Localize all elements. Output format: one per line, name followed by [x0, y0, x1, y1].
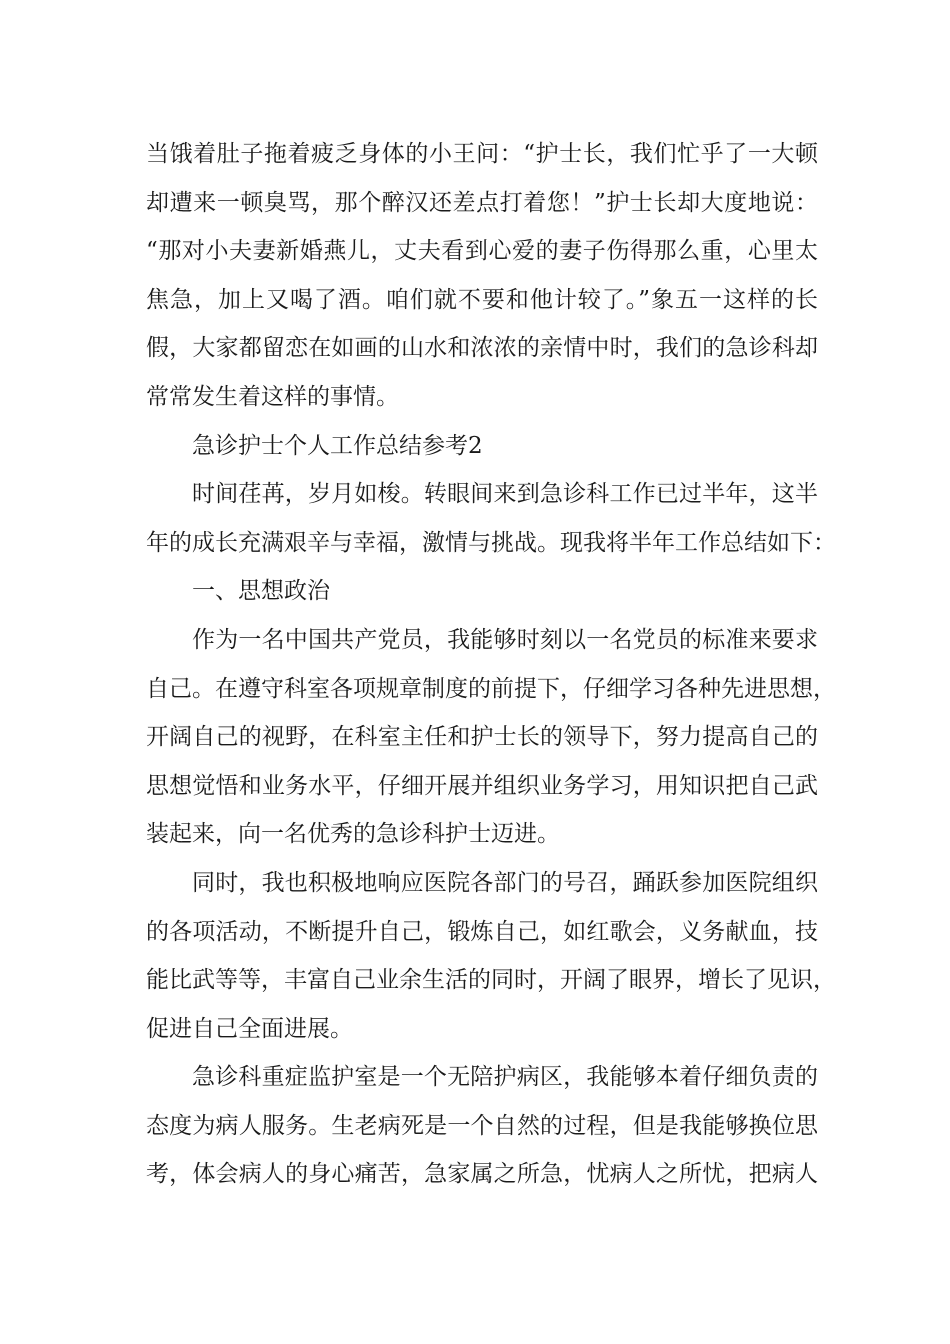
text-line: 时间荏苒，岁月如梭。转眼间来到急诊科工作已过半年，这半: [192, 481, 818, 508]
text-line: 一、思想政治: [192, 578, 330, 605]
text-line: 装起来，向一名优秀的急诊科护士迈进。: [146, 821, 560, 848]
paragraph: [146, 616, 836, 859]
text-line: 态度为病人服务。生老病死是一个自然的过程，但是我能够换位思: [146, 1112, 818, 1139]
paragraph: [146, 422, 818, 471]
text-line: 能比武等等，丰富自己业余生活的同时，开阔了眼界，增长了见识，: [146, 967, 836, 994]
text-line: 促进自己全面进展。: [146, 1015, 353, 1042]
paragraph: [146, 1053, 818, 1199]
text-line: 自己。在遵守科室各项规章制度的前提下，仔细学习各种先进思想，: [146, 675, 836, 702]
text-line: “那对小夫妻新婚燕儿，丈夫看到心爱的妻子伤得那么重，心里太: [146, 238, 818, 265]
document-body: [146, 130, 836, 1199]
text-line: 当饿着肚子拖着疲乏身体的小王问：“护士长，我们忙乎了一大顿: [146, 141, 818, 167]
text-line: 同时，我也积极地响应医院各部门的号召，踊跃参加医院组织: [192, 869, 818, 896]
paragraph: [146, 130, 818, 422]
text-line: 年的成长充满艰辛与幸福，激情与挑战。现我将半年工作总结如下：: [146, 529, 836, 556]
text-line: 焦急，加上又喝了酒。咱们就不要和他计较了。”象五一这样的长: [146, 286, 818, 313]
paragraph: [146, 567, 818, 616]
text-line: 常常发生着这样的事情。: [146, 383, 399, 410]
text-line: 却遭来一顿臭骂，那个醉汉还差点打着您！”护士长却大度地说：: [146, 189, 818, 216]
text-line: 作为一名中国共产党员，我能够时刻以一名党员的标准来要求: [192, 626, 818, 653]
text-line: 急诊护士个人工作总结参考2: [192, 432, 483, 459]
text-line: 考，体会病人的身心痛苦，急家属之所急，忧病人之所忧，把病人: [146, 1161, 818, 1188]
text-line: 急诊科重症监护室是一个无陪护病区，我能够本着仔细负责的: [192, 1064, 818, 1091]
paragraph: [146, 859, 836, 1053]
paragraph: [146, 470, 836, 567]
text-line: 思想觉悟和业务水平，仔细开展并组织业务学习，用知识把自己武: [146, 772, 818, 799]
text-line: 开阔自己的视野，在科室主任和护士长的领导下，努力提高自己的: [146, 724, 818, 751]
text-line: 假，大家都留恋在如画的山水和浓浓的亲情中时，我们的急诊科却: [146, 335, 818, 362]
text-line: 的各项活动，不断提升自己，锻炼自己，如红歌会，义务献血，技: [146, 918, 818, 945]
